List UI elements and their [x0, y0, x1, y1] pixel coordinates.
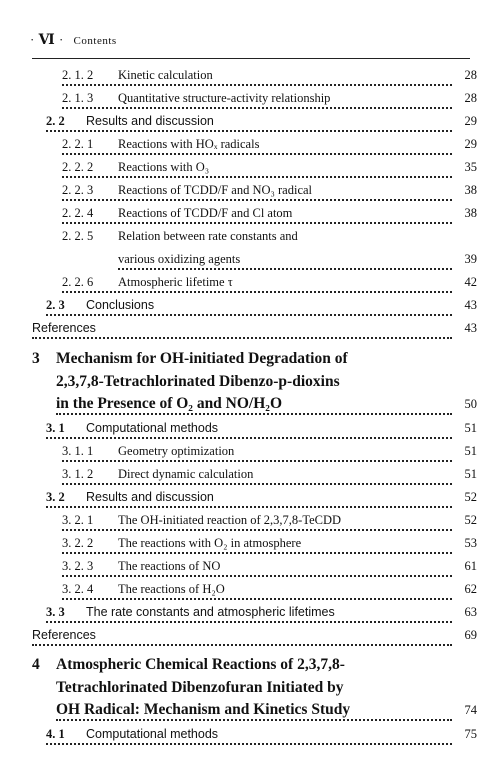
entry-number: 2. 2. 1: [62, 137, 94, 151]
entry-title: Reactions with O₃: [118, 160, 210, 174]
section-number: 2. 3: [46, 298, 65, 312]
page-header: · Ⅵ · Contents: [30, 32, 117, 48]
toc-entry-continuation[interactable]: [0, 252, 500, 274]
header-rule: [32, 58, 470, 59]
entry-page: 35: [452, 160, 477, 175]
section-number: 3. 3: [46, 605, 65, 619]
toc-entry[interactable]: [0, 206, 500, 228]
entry-title: The reactions with O₂ in atmosphere: [118, 536, 302, 550]
entry-page: 63: [452, 605, 477, 620]
toc-entry[interactable]: [0, 444, 500, 466]
section-title: Conclusions: [86, 298, 155, 312]
toc-section[interactable]: [0, 727, 500, 749]
section-title: Computational methods: [86, 421, 219, 435]
chapter-title-last-line[interactable]: in the Presence of O₂ and NO/H₂O 50: [0, 397, 500, 421]
entry-title: Reactions with HOₓ radicals: [118, 137, 260, 151]
toc-references[interactable]: [0, 628, 500, 650]
chapter-page: 50: [452, 397, 477, 412]
toc-entry[interactable]: [0, 582, 500, 604]
entry-title: The reactions of H₂O: [118, 582, 225, 596]
entry-title: The reactions of NO: [118, 559, 221, 573]
section-title: Computational methods: [86, 727, 219, 741]
entry-page: 29: [452, 137, 477, 152]
entry-number: 2. 1. 3: [62, 91, 94, 105]
toc-entry[interactable]: [0, 559, 500, 581]
entry-page: 51: [452, 444, 477, 459]
section-number: 3. 1: [46, 421, 65, 435]
entry-number: 3. 1. 1: [62, 444, 94, 458]
toc-entry[interactable]: [0, 513, 500, 535]
section-title: Results and discussion: [86, 490, 214, 504]
entry-page: 53: [452, 536, 477, 551]
entry-title: The OH-initiated reaction of 2,3,7,8-TeCDD: [118, 513, 342, 527]
entry-number: 2. 1. 2: [62, 68, 94, 82]
entry-title: Relation between rate constants and: [118, 229, 298, 243]
running-title: Contents: [73, 35, 117, 47]
section-title: The rate constants and atmospheric lifetimes: [86, 605, 335, 619]
toc-entry[interactable]: [0, 137, 500, 159]
entry-title-continued: various oxidizing agents: [118, 252, 244, 267]
entry-page: 51: [452, 421, 477, 436]
entry-page: 43: [452, 298, 477, 313]
entry-page: 62: [452, 582, 477, 597]
section-number: 2. 2: [46, 114, 65, 128]
chapter-title-line[interactable]: 3 Mechanism for OH-initiated Degradation of: [32, 350, 348, 367]
entry-page: 43: [452, 321, 477, 336]
toc-entry[interactable]: [0, 183, 500, 205]
toc-entry[interactable]: [0, 91, 500, 113]
toc-entry[interactable]: [0, 160, 500, 182]
entry-title: Atmospheric lifetime τ: [118, 275, 233, 289]
chapter-title-line: Tetrachlorinated Dibenzofuran Initiated by: [56, 679, 344, 696]
chapter-number: 3: [32, 350, 40, 367]
entry-number: 3. 2. 1: [62, 513, 94, 527]
toc-entry-first-line[interactable]: [0, 229, 500, 251]
chapter-title-last-line[interactable]: OH Radical: Mechanism and Kinetics Study 74: [0, 703, 500, 727]
entry-number: 2. 2. 5: [62, 229, 94, 243]
toc-entry[interactable]: [0, 275, 500, 297]
entry-page: 75: [452, 727, 477, 742]
entry-number: 2. 2. 2: [62, 160, 94, 174]
entry-page: 38: [452, 206, 477, 221]
entry-number: 2. 2. 6: [62, 275, 94, 289]
entry-number: 3. 2. 2: [62, 536, 94, 550]
entry-number: 3. 2. 3: [62, 559, 94, 573]
chapter-number: 4: [32, 656, 40, 673]
references-title: References: [32, 321, 100, 335]
toc-section[interactable]: [0, 421, 500, 443]
entry-page: 61: [452, 559, 477, 574]
entry-number: 3. 1. 2: [62, 467, 94, 481]
toc-entry[interactable]: [0, 467, 500, 489]
chapter-title-line: 2,3,7,8-Tetrachlorinated Dibenzo-p-dioxins: [56, 373, 340, 390]
entry-number: 2. 2. 3: [62, 183, 94, 197]
entry-page: 42: [452, 275, 477, 290]
entry-page: 52: [452, 490, 477, 505]
toc-section[interactable]: [0, 605, 500, 627]
entry-page: 52: [452, 513, 477, 528]
toc-section[interactable]: [0, 298, 500, 320]
entry-page: 29: [452, 114, 477, 129]
section-number: 3. 2: [46, 490, 65, 504]
toc-section[interactable]: [0, 490, 500, 512]
toc-entry[interactable]: [0, 536, 500, 558]
toc-entry[interactable]: [0, 68, 500, 90]
entry-page: 39: [452, 252, 477, 267]
chapter-title-line[interactable]: 4 Atmospheric Chemical Reactions of 2,3,7,8-: [32, 656, 345, 673]
entry-page: 69: [452, 628, 477, 643]
entry-title: Reactions of TCDD/F and Cl atom: [118, 206, 293, 220]
entry-title: Geometry optimization: [118, 444, 235, 458]
entry-title: Kinetic calculation: [118, 68, 213, 82]
entry-page: 51: [452, 467, 477, 482]
entry-number: 2. 2. 4: [62, 206, 94, 220]
entry-title: Direct dynamic calculation: [118, 467, 254, 481]
entry-page: 38: [452, 183, 477, 198]
chapter-page: 74: [452, 703, 477, 718]
entry-title: Reactions of TCDD/F and NO₃ radical: [118, 183, 313, 197]
section-title: Results and discussion: [86, 114, 214, 128]
page-roman-numeral: Ⅵ: [38, 33, 56, 48]
toc-section[interactable]: [0, 114, 500, 136]
section-number: 4. 1: [46, 727, 65, 741]
toc-references[interactable]: [0, 321, 500, 343]
entry-page: 28: [452, 91, 477, 106]
entry-title: Quantitative structure-activity relationship: [118, 91, 331, 105]
references-title: References: [32, 628, 100, 642]
entry-number: 3. 2. 4: [62, 582, 94, 596]
entry-page: 28: [452, 68, 477, 83]
